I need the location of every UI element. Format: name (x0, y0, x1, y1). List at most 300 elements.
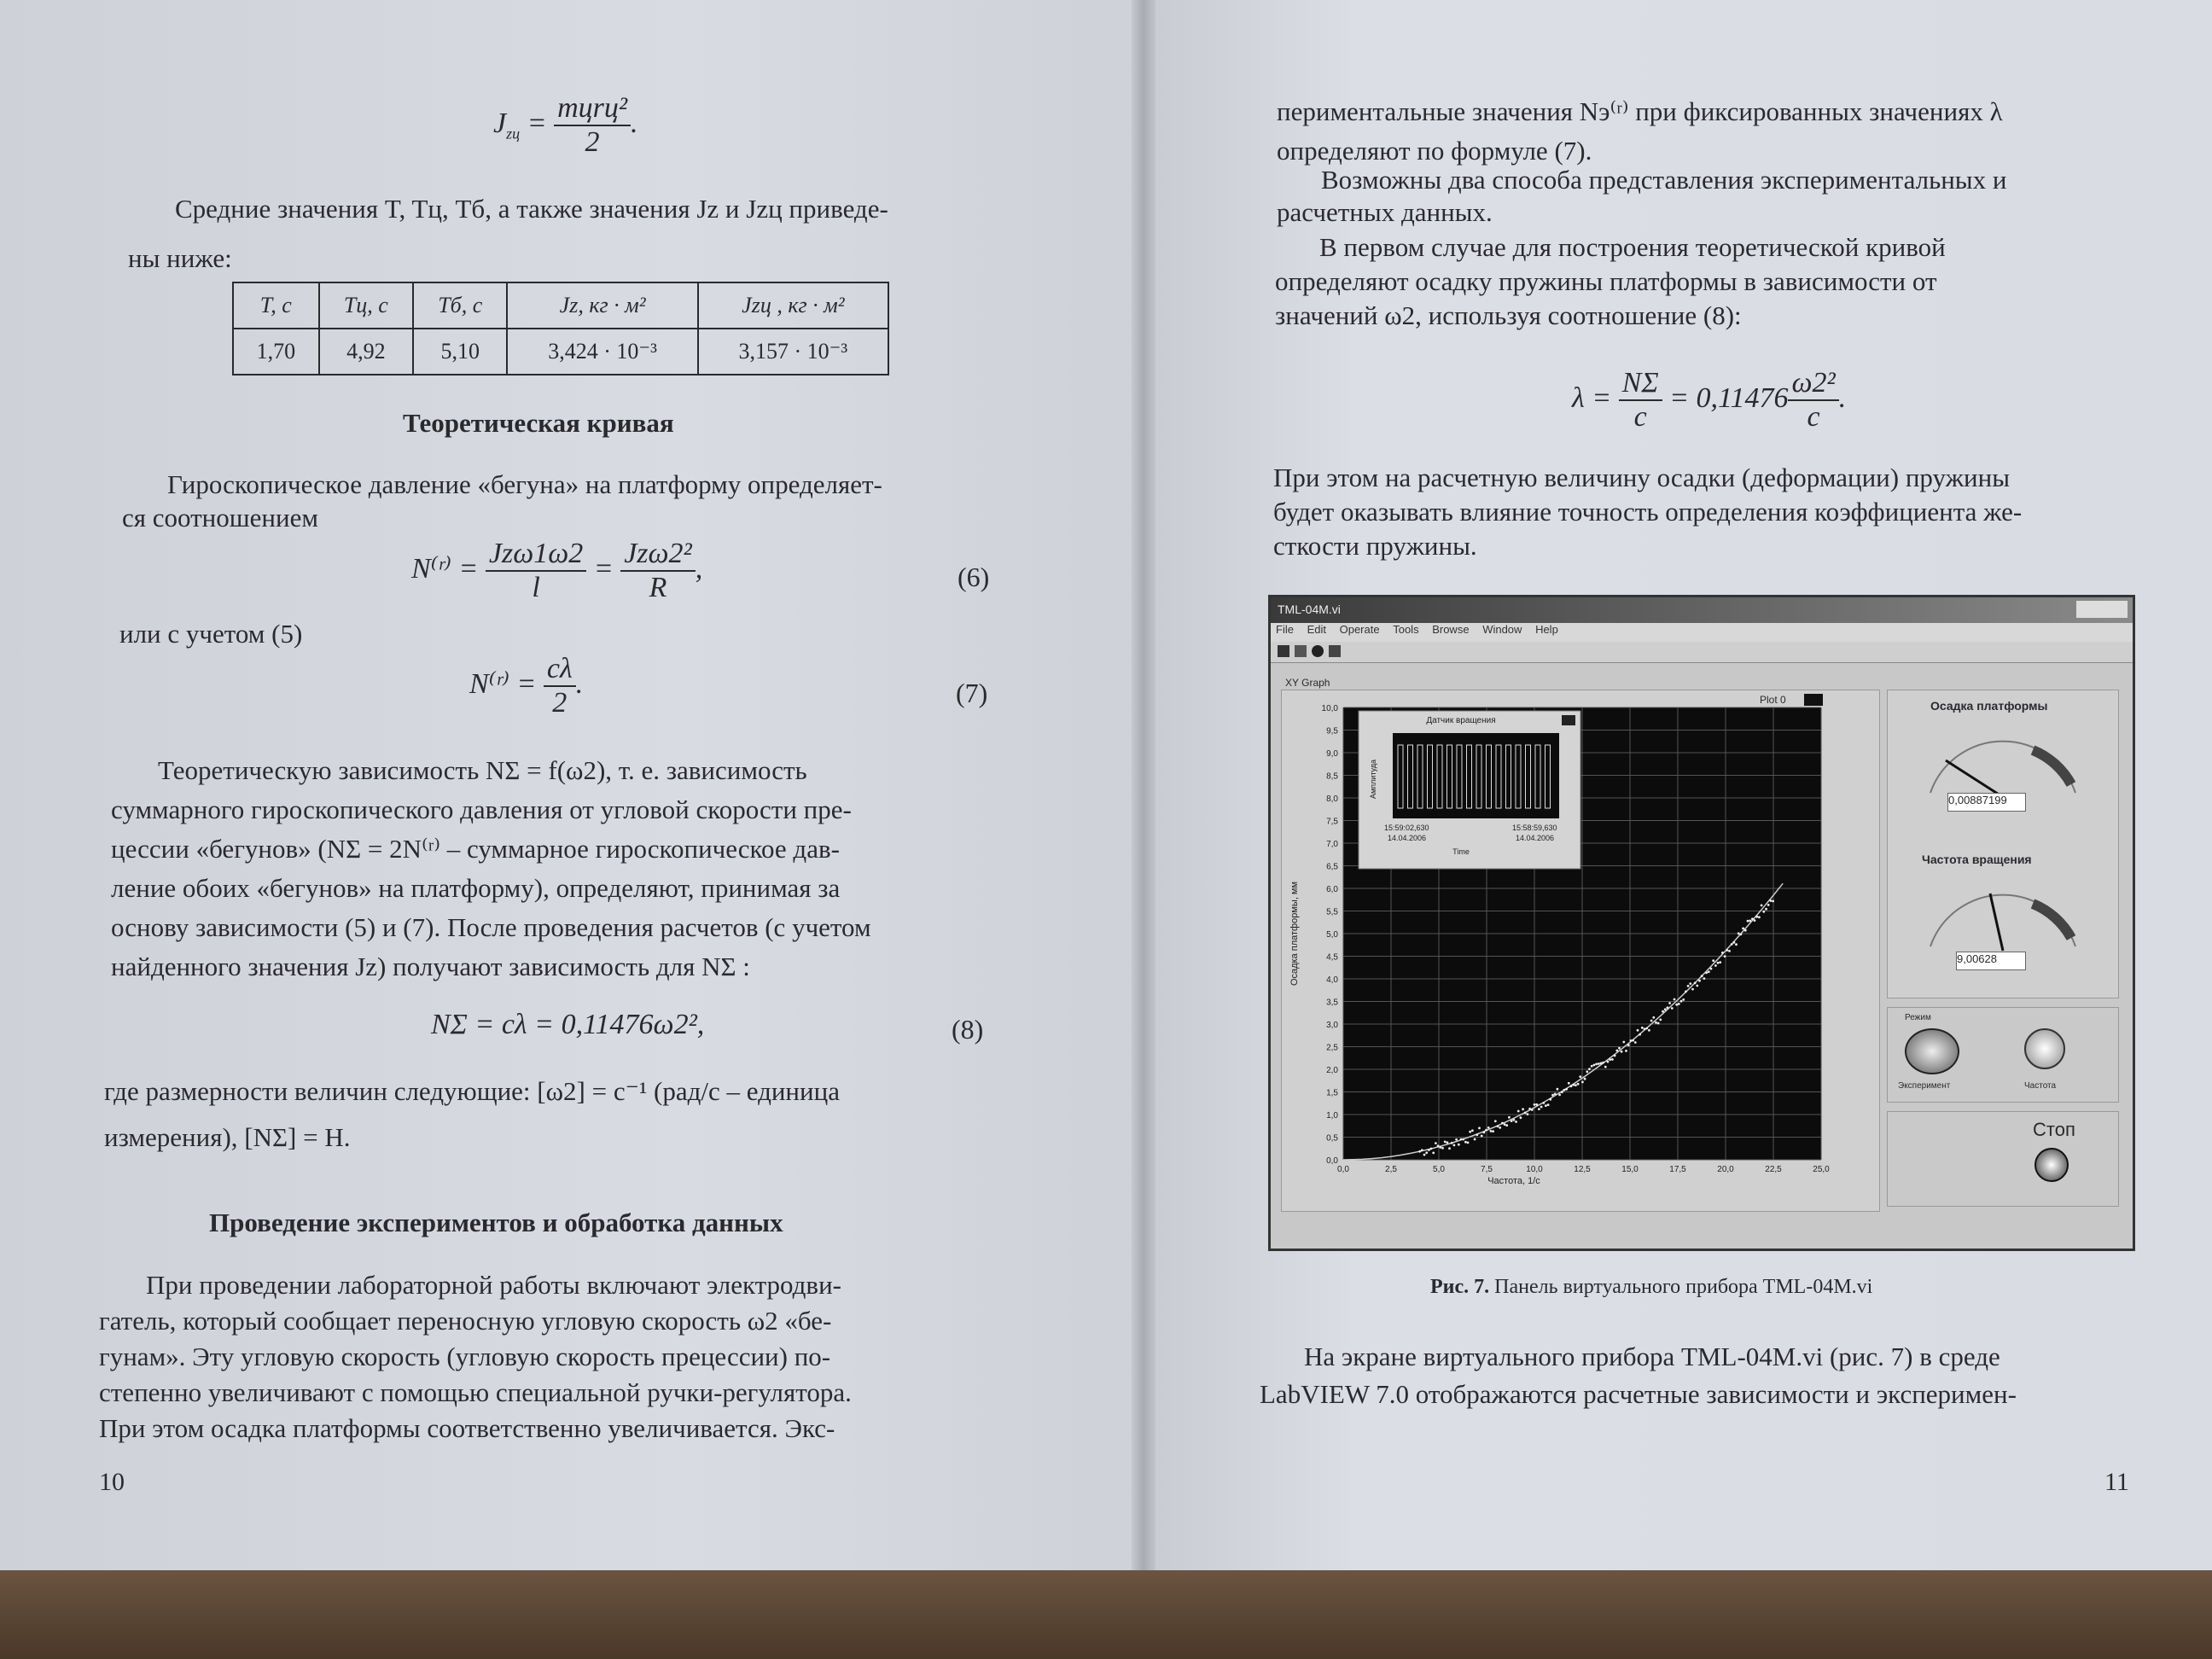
equation-7-label: (7) (956, 678, 988, 708)
table-header-row (233, 282, 888, 329)
data-point (1476, 1133, 1478, 1136)
data-point (1742, 928, 1744, 930)
mode-switch[interactable] (1905, 1028, 1959, 1074)
data-point (1609, 1058, 1611, 1061)
mode-label: Режим (1905, 1013, 1931, 1022)
data-point (1696, 985, 1698, 987)
para-ways (1277, 164, 2130, 229)
data-point (1524, 1112, 1527, 1115)
data-point (1714, 964, 1717, 967)
data-point (1554, 1093, 1557, 1096)
data-point (1568, 1082, 1570, 1085)
data-point (1538, 1108, 1540, 1110)
text-line: степенно увеличивают с помощью специальной ручки-регулятора. (99, 1377, 852, 1407)
formula-jz: $J_{zц}$ = $\frac{\text{mцrц²}}{2}$ . (493, 92, 638, 158)
intro-line-2: ны ниже: (128, 243, 232, 273)
data-point (1540, 1106, 1543, 1109)
y-tick-label: 6,0 (1326, 885, 1338, 894)
data-point (1615, 1050, 1618, 1052)
data-point (1430, 1148, 1433, 1150)
data-point (1437, 1144, 1440, 1147)
table-header: Tб, c (413, 282, 507, 329)
text-line: Теоретическую зависимость NΣ = f(ω2), т. е. зависимость (158, 755, 807, 785)
data-point (1418, 1150, 1421, 1153)
gauge1-value: 0,00887199 (1947, 793, 2026, 812)
data-point (1698, 980, 1701, 982)
data-point (1691, 988, 1694, 991)
data-point (1657, 1022, 1660, 1025)
y-axis-label: Осадка платформы, мм (1289, 881, 1300, 987)
y-tick-label: 2,0 (1326, 1066, 1338, 1075)
data-point (1528, 1108, 1531, 1110)
stop-label: Стоп (2033, 1119, 2075, 1140)
data-point (1439, 1146, 1441, 1149)
text-line: На экране виртуального прибора TML-04M.vi (рис. 7) в среде (1304, 1342, 2000, 1371)
data-point (1545, 1104, 1547, 1107)
data-point (1497, 1125, 1499, 1127)
text-line: основу зависимости (5) и (7). После проведения расчетов (с учетом (111, 912, 871, 942)
stop-box (1887, 1111, 2119, 1207)
text-line: найденного значения Jz) получают зависимость для NΣ : (111, 952, 750, 981)
gauge1-title: Осадка платформы (1930, 699, 2048, 713)
data-point (1534, 1103, 1536, 1106)
data-point (1712, 959, 1714, 962)
data-point (1455, 1138, 1458, 1141)
data-point (1728, 950, 1731, 952)
labview-window-figure (1268, 595, 2135, 1251)
menu-item: Tools (1393, 623, 1419, 636)
x-tick-label: 17,5 (1669, 1165, 1686, 1174)
y-tick-label: 3,5 (1326, 998, 1338, 1008)
menu-item: Browse (1432, 623, 1470, 636)
data-point (1453, 1144, 1456, 1147)
data-point (1527, 1113, 1529, 1115)
data-point (1572, 1084, 1575, 1086)
data-point (1448, 1147, 1451, 1150)
table-header: Jz, кг · м² (507, 282, 697, 329)
text-line: значений ω2, используя соотношение (8): (1275, 300, 1742, 330)
intro-line-1: Средние значения T, Tц, Tб, а также значения Jz и Jzц приведе- (175, 194, 888, 224)
text-line: гатель, который сообщает переносную угловую скорость ω2 «бе- (99, 1306, 832, 1336)
data-point (1462, 1138, 1464, 1141)
x-tick-label: 12,5 (1574, 1165, 1591, 1174)
data-point (1547, 1103, 1550, 1106)
data-point (1639, 1033, 1641, 1036)
inset-title: Датчик вращения (1426, 716, 1496, 725)
abort-icon (1312, 645, 1324, 657)
data-point (1492, 1130, 1494, 1132)
data-point (1770, 899, 1773, 902)
text-line: LabVIEW 7.0 отображаются расчетные зависимости и эксперимен- (1260, 1379, 2017, 1409)
text-line: будет оказывать влияние точность определения коэффициента же- (1273, 497, 2023, 527)
data-point (1749, 920, 1751, 923)
data-point (1710, 968, 1713, 970)
data-point (1708, 970, 1710, 973)
data-point (1600, 1062, 1603, 1065)
table-cell: 1,70 (233, 329, 319, 375)
y-tick-label: 4,5 (1326, 952, 1338, 963)
data-point (1517, 1110, 1520, 1113)
table-cell: 3,424 · 10⁻³ (507, 329, 697, 375)
equation-7: N⁽ʳ⁾ = $\frac{c\lambda}{2}$ . (469, 653, 584, 719)
text-line: периментальные значения Nэ⁽ʳ⁾ при фиксированных значениях λ (1277, 96, 2003, 126)
data-point (1604, 1066, 1607, 1068)
data-point (1451, 1142, 1453, 1144)
para-first-case (1275, 230, 2132, 333)
y-tick-label: 1,5 (1326, 1088, 1338, 1098)
data-point (1682, 998, 1685, 1001)
text-line: суммарного гироскопического давления от угловой скорости пре- (111, 795, 852, 824)
data-point (1632, 1039, 1634, 1042)
menu-bar (1271, 623, 2133, 642)
data-point (1607, 1061, 1610, 1063)
data-point (1668, 1002, 1671, 1004)
data-point (1520, 1116, 1522, 1119)
x-tick-label: 20,0 (1717, 1165, 1734, 1174)
data-point (1425, 1151, 1428, 1154)
data-point (1650, 1020, 1653, 1022)
text-line: определяют осадку пружины платформы в зависимости от (1275, 266, 1937, 296)
mode-box (1887, 1007, 2119, 1103)
y-tick-label: 9,5 (1326, 726, 1338, 736)
data-point (1542, 1102, 1545, 1104)
text-line: При этом на расчетную величину осадки (деформации) пружины (1273, 463, 2011, 492)
data-point (1685, 991, 1687, 993)
data-point (1423, 1154, 1426, 1156)
text-line: При проведении лабораторной работы включают электродви- (146, 1270, 841, 1300)
data-point (1758, 916, 1761, 918)
equation-6-label: (6) (958, 562, 990, 592)
data-point (1652, 1016, 1655, 1019)
run-arrow-icon (1278, 645, 1289, 657)
data-point (1471, 1129, 1474, 1132)
para-top (1277, 92, 2130, 171)
data-point (1558, 1094, 1561, 1097)
page-number-left: 10 (99, 1468, 125, 1496)
data-point (1483, 1132, 1486, 1134)
data-point (1570, 1085, 1573, 1087)
data-point (1588, 1068, 1591, 1070)
text-line: гунам». Эту угловую скорость (угловую скорость прецессии) по- (99, 1342, 831, 1371)
data-point (1641, 1027, 1644, 1029)
data-point (1444, 1141, 1447, 1144)
indicators-box (1887, 690, 2119, 998)
data-point (1511, 1120, 1513, 1122)
data-point (1602, 1062, 1604, 1064)
data-point (1535, 1103, 1538, 1106)
data-point (1645, 1027, 1648, 1030)
data-point (1561, 1091, 1563, 1093)
data-point (1579, 1075, 1581, 1078)
data-point (1460, 1138, 1463, 1141)
inset-time-left: 15:59:02,630 (1384, 824, 1429, 832)
data-point (1627, 1044, 1630, 1046)
equation-8: NΣ = cλ = 0,11476ω2², (431, 1009, 705, 1040)
x-tick-label: 10,0 (1526, 1165, 1543, 1174)
data-point (1761, 905, 1763, 907)
data-point (1765, 908, 1767, 911)
book-spine (1132, 0, 1155, 1579)
or-with-5: или с учетом (5) (119, 619, 303, 649)
para-gyro-line-2: ся соотношением (122, 503, 318, 533)
data-point (1458, 1144, 1460, 1146)
data-point (1703, 977, 1706, 980)
data-point (1508, 1116, 1511, 1119)
table-header: Jzц , кг · м² (698, 282, 888, 329)
data-point (1733, 941, 1736, 944)
data-point (1726, 949, 1728, 952)
data-point (1499, 1126, 1501, 1129)
data-point (1591, 1065, 1593, 1068)
data-point (1551, 1094, 1554, 1097)
text-line: определяют по формуле (7). (1277, 136, 1592, 166)
y-tick-label: 1,0 (1326, 1111, 1338, 1121)
data-point (1731, 943, 1733, 946)
window-titlebar (1271, 597, 2133, 623)
plot-legend: Plot 0 (1760, 694, 1786, 706)
x-tick-label: 22,5 (1765, 1165, 1782, 1174)
window-title: TML-04M.vi (1278, 602, 1341, 616)
equation-6: N⁽ʳ⁾ = $\frac{\text{Jzω1ω2}}{l}$ = $\frac{\text{Jzω2²}}{R}$ , (411, 538, 703, 603)
page-number-right: 11 (2104, 1468, 2129, 1496)
data-point (1751, 917, 1754, 920)
figure-caption: Рис. 7. Панель виртуального прибора TML-04M.vi (1430, 1276, 1873, 1298)
data-point (1648, 1029, 1650, 1032)
data-point (1593, 1064, 1596, 1067)
menu-item: Edit (1307, 623, 1326, 636)
menu-item: Window (1482, 623, 1522, 636)
text-line: Возможны два способа представления экспериментальных и (1321, 165, 2007, 195)
data-point (1755, 916, 1758, 918)
data-point (1754, 919, 1756, 922)
inset-y-label: Амплитуда (1369, 759, 1377, 800)
data-point (1584, 1078, 1586, 1080)
menu-item: File (1276, 623, 1294, 636)
xy-graph (1282, 690, 1879, 1211)
data-point (1467, 1142, 1470, 1144)
data-point (1701, 975, 1703, 977)
data-point (1738, 932, 1740, 934)
x-tick-label: 0,0 (1337, 1165, 1349, 1174)
y-tick-label: 0,0 (1326, 1156, 1338, 1166)
data-point (1435, 1142, 1437, 1144)
data-point (1421, 1149, 1423, 1151)
data-point (1441, 1147, 1444, 1150)
desk-surface (0, 1570, 2212, 1659)
y-tick-label: 10,0 (1321, 704, 1338, 713)
frequency-knob[interactable] (2024, 1028, 2065, 1069)
data-point (1664, 1008, 1667, 1010)
data-point (1637, 1029, 1639, 1032)
gauge1 (1905, 716, 2101, 801)
data-point (1687, 985, 1690, 987)
data-point (1614, 1055, 1616, 1057)
para-accuracy (1273, 461, 2133, 563)
equation-lambda: λ = $\frac{N\Sigma}{c}$ = 0,11476 $\frac{\text{ω2²}}{c}$ . (1572, 367, 1847, 433)
data-point (1494, 1120, 1497, 1122)
y-tick-label: 7,0 (1326, 840, 1338, 849)
inset-time-right: 15:58:59,630 (1512, 824, 1557, 832)
y-tick-label: 5,0 (1326, 930, 1338, 940)
data-point (1735, 943, 1738, 946)
data-point (1717, 962, 1720, 964)
data-point (1464, 1141, 1467, 1144)
controls-panel (1887, 690, 2122, 1210)
data-point (1694, 981, 1697, 984)
xy-graph-panel (1281, 677, 1880, 1212)
stop-button[interactable] (2034, 1148, 2069, 1182)
y-tick-label: 0,5 (1326, 1133, 1338, 1144)
text-line: При этом осадка платформы соответственно увеличивается. Экс- (99, 1413, 835, 1443)
data-point (1611, 1058, 1614, 1061)
x-tick-label: 15,0 (1621, 1165, 1639, 1174)
x-tick-label: 2,5 (1385, 1165, 1397, 1174)
data-point (1634, 1041, 1637, 1044)
y-tick-label: 7,5 (1326, 817, 1338, 827)
data-point (1689, 982, 1691, 985)
para-theory (111, 751, 990, 987)
data-point (1481, 1135, 1483, 1138)
data-point (1581, 1081, 1584, 1084)
gauge2-title: Частота вращения (1922, 853, 2032, 866)
data-point (1724, 955, 1726, 958)
data-point (1531, 1109, 1534, 1111)
data-point (1772, 900, 1774, 903)
data-point (1595, 1063, 1598, 1066)
table-header: T, c (233, 282, 319, 329)
y-tick-label: 3,0 (1326, 1021, 1338, 1030)
data-point (1565, 1088, 1568, 1091)
data-point (1744, 929, 1747, 932)
table-row (233, 329, 888, 375)
data-point (1501, 1122, 1504, 1125)
y-tick-label: 2,5 (1326, 1043, 1338, 1053)
dims-line-2: измерения), [NΣ] = H. (104, 1122, 351, 1152)
y-tick-label: 4,0 (1326, 975, 1338, 985)
heading-theory: Теоретическая кривая (403, 408, 674, 438)
data-point (1659, 1019, 1662, 1022)
data-point (1432, 1152, 1435, 1155)
data-point (1719, 961, 1721, 963)
run-continuous-icon (1295, 645, 1307, 657)
x-axis-label: Частота, 1/с (1487, 1176, 1540, 1186)
table-cell: 3,157 · 10⁻³ (698, 329, 888, 375)
data-point (1740, 933, 1743, 935)
data-point (1667, 1006, 1669, 1009)
data-point (1674, 998, 1676, 1001)
toolbar (1271, 642, 2133, 663)
data-point (1563, 1089, 1566, 1091)
data-point (1644, 1027, 1646, 1030)
data-point (1680, 1000, 1683, 1003)
data-point (1671, 1007, 1674, 1010)
data-point (1557, 1088, 1559, 1091)
para-gyro-line-1: Гироскопическое давление «бегуна» на платформу определяет- (167, 469, 882, 499)
data-point (1512, 1119, 1515, 1121)
gauge2 (1905, 870, 2101, 955)
dims-line-1: где размерности величин следующие: [ω2] = c⁻¹ (рад/с – единица (104, 1076, 840, 1106)
text-line: ление обоих «бегунов» на платформу), определяют, принимая за (111, 873, 841, 903)
data-point (1485, 1129, 1487, 1132)
data-point (1428, 1149, 1430, 1151)
data-point (1767, 904, 1770, 906)
data-point (1622, 1041, 1625, 1044)
gauge2-value: 9,00628 (1956, 952, 2026, 970)
inset-date-left: 14.04.2006 (1388, 834, 1427, 842)
data-point (1618, 1047, 1621, 1050)
data-point (1505, 1124, 1508, 1126)
table-cell: 5,10 (413, 329, 507, 375)
data-point (1515, 1121, 1517, 1123)
data-point (1598, 1062, 1600, 1065)
inset-legend-swatch (1562, 715, 1575, 725)
freq-knob-label: Частота (2024, 1081, 2057, 1091)
menu-item: Operate (1339, 623, 1380, 636)
data-point (1577, 1083, 1580, 1086)
data-point (1478, 1127, 1481, 1130)
text-line: расчетных данных. (1277, 197, 1493, 227)
data-point (1630, 1039, 1633, 1042)
inset-date-right: 14.04.2006 (1516, 834, 1555, 842)
values-table (232, 282, 889, 375)
text-line: сткости пружины. (1273, 531, 1477, 561)
equation-8-label: (8) (952, 1014, 984, 1045)
data-point (1705, 972, 1708, 975)
table-header: Tц, c (319, 282, 413, 329)
menu-item: Help (1535, 623, 1558, 636)
heading-experiments: Проведение экспериментов и обработка данных (209, 1208, 783, 1237)
x-tick-label: 5,0 (1433, 1165, 1445, 1174)
data-point (1678, 1003, 1680, 1005)
para-bottom (1260, 1338, 2130, 1413)
data-point (1762, 911, 1765, 913)
inset-x-label: Time (1452, 847, 1470, 856)
y-tick-label: 8,0 (1326, 795, 1338, 804)
data-point (1625, 1050, 1627, 1052)
text-line: В первом случае для построения теоретической кривой (1319, 232, 1946, 262)
text-line: цессии «бегунов» (NΣ = 2N⁽ʳ⁾ – суммарное гироскопическое дав- (111, 834, 840, 864)
data-point (1549, 1098, 1551, 1101)
window-controls (2076, 601, 2128, 618)
data-point (1586, 1070, 1588, 1073)
data-point (1474, 1138, 1476, 1141)
pause-icon (1329, 645, 1341, 657)
para-experiments (99, 1267, 987, 1447)
data-point (1469, 1131, 1471, 1133)
graph-label: XY Graph (1285, 677, 1330, 689)
data-point (1504, 1123, 1506, 1126)
data-point (1675, 1004, 1678, 1006)
y-tick-label: 8,5 (1326, 771, 1338, 782)
x-tick-label: 7,5 (1481, 1165, 1493, 1174)
y-tick-label: 6,5 (1326, 862, 1338, 872)
data-point (1490, 1130, 1493, 1132)
data-point (1447, 1141, 1449, 1144)
y-tick-label: 5,5 (1326, 907, 1338, 917)
data-point (1621, 1051, 1623, 1053)
y-tick-label: 9,0 (1326, 749, 1338, 759)
data-point (1575, 1084, 1577, 1086)
data-point (1522, 1108, 1524, 1110)
data-point (1662, 1010, 1664, 1013)
data-point (1721, 952, 1724, 954)
data-point (1655, 1022, 1657, 1024)
mode-sub: Эксперимент (1898, 1081, 1951, 1091)
table-cell: 4,92 (319, 329, 413, 375)
data-point (1747, 920, 1749, 923)
data-point (1487, 1126, 1490, 1129)
x-tick-label: 25,0 (1813, 1165, 1830, 1174)
